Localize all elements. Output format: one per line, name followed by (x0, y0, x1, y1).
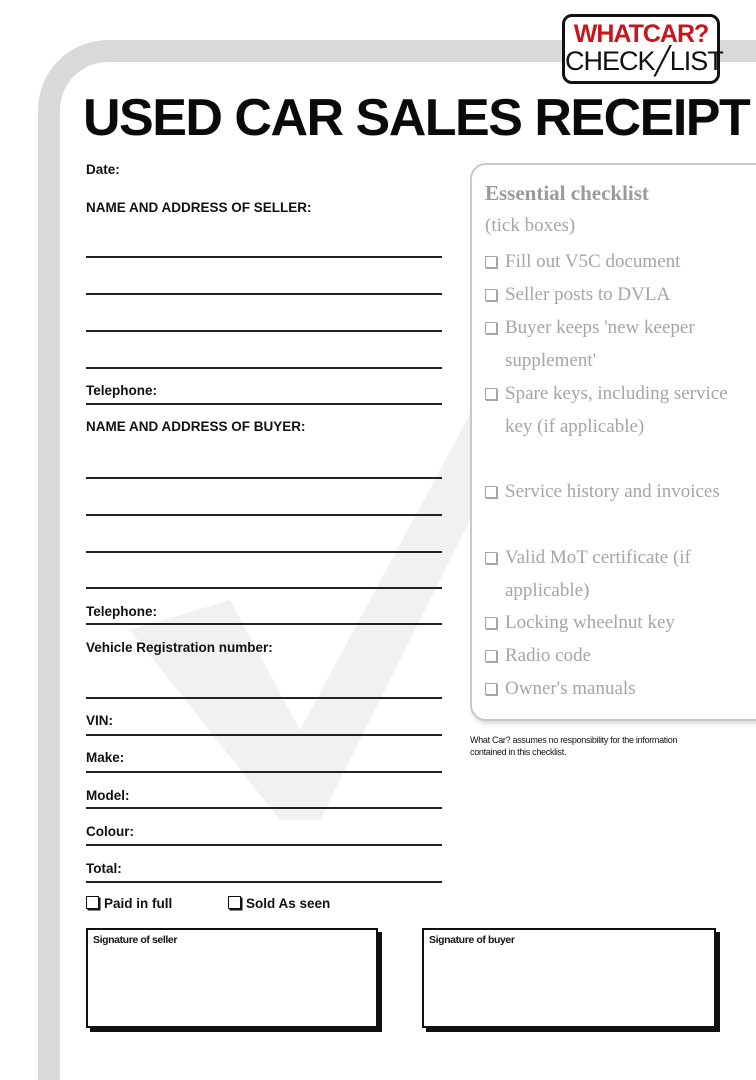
buyer-telephone-line[interactable] (86, 623, 442, 625)
checklist-item[interactable] (485, 475, 735, 508)
seller-signature-label: Signature of seller (93, 934, 178, 946)
checklist-checkbox[interactable] (485, 683, 497, 695)
checklist-item[interactable] (485, 245, 735, 278)
total-label: Total: (86, 861, 122, 876)
disclaimer-text: What Car? assumes no responsibility for the information contained in this checklist. (470, 735, 678, 757)
paid-in-full-label: Paid in full (104, 896, 173, 911)
checklist-item[interactable] (485, 278, 735, 311)
buyer-address-line[interactable] (86, 587, 442, 589)
vin-label: VIN: (86, 713, 113, 728)
buyer-address-line[interactable] (86, 514, 442, 516)
checklist-item-label: Fill out V5C document (505, 251, 681, 272)
sold-as-seen-checkbox[interactable] (228, 896, 241, 909)
colour-line[interactable] (86, 844, 442, 846)
checklist-item-label: Seller posts to DVLA (505, 284, 671, 305)
total-line[interactable] (86, 881, 442, 883)
seller-signature-box[interactable] (86, 928, 378, 1028)
seller-telephone-label: Telephone: (86, 383, 158, 398)
date-label: Date: (86, 162, 120, 177)
whatcar-checklist-logo (562, 14, 723, 84)
sold-as-seen-label: Sold As seen (246, 896, 331, 911)
buyer-address-line[interactable] (86, 477, 442, 479)
essential-checklist-panel (470, 163, 756, 721)
checklist-item-label: Locking wheelnut key (505, 612, 675, 633)
make-line[interactable] (86, 771, 442, 773)
paid-in-full-checkbox[interactable] (86, 896, 99, 909)
checklist-checkbox[interactable] (485, 486, 497, 498)
logo-brand-text: WHATCAR? (573, 20, 709, 48)
seller-address-line[interactable] (86, 367, 442, 369)
page-title: USED CAR SALES RECEIPT (83, 89, 750, 147)
model-label: Model: (86, 788, 130, 803)
registration-line[interactable] (86, 697, 442, 699)
checklist-item[interactable] (485, 541, 735, 607)
checklist-item-label: Radio code (505, 645, 592, 666)
buyer-signature-label: Signature of buyer (429, 934, 515, 946)
make-label: Make: (86, 750, 125, 765)
colour-label: Colour: (86, 824, 134, 839)
buyer-address-line[interactable] (86, 551, 442, 553)
checklist-item-label: Spare keys, including service key (if applicable) (505, 383, 728, 437)
seller-address-line[interactable] (86, 330, 442, 332)
paid-in-full-option[interactable] (86, 896, 172, 911)
vin-line[interactable] (86, 734, 442, 736)
checklist-item-label: Valid MoT certificate (if applicable) (505, 547, 691, 601)
seller-heading: NAME AND ADDRESS OF SELLER: (86, 200, 312, 215)
checklist-checkbox[interactable] (485, 322, 497, 334)
sold-as-seen-option[interactable] (228, 896, 330, 911)
checklist-item[interactable] (485, 377, 735, 443)
model-line[interactable] (86, 807, 442, 809)
buyer-telephone-label: Telephone: (86, 604, 158, 619)
seller-address-line[interactable] (86, 256, 442, 258)
buyer-signature-box[interactable] (422, 928, 716, 1028)
buyer-heading: NAME AND ADDRESS OF BUYER: (86, 419, 306, 434)
checklist-item[interactable] (485, 606, 735, 639)
checklist-checkbox[interactable] (485, 552, 497, 564)
checklist-item[interactable] (485, 639, 735, 672)
checklist-checkbox[interactable] (485, 289, 497, 301)
seller-address-line[interactable] (86, 293, 442, 295)
checklist-checkbox[interactable] (485, 388, 497, 400)
checklist-checkbox[interactable] (485, 617, 497, 629)
logo-checklist-text: CHECK╱LIST (565, 46, 723, 76)
checklist-checkbox[interactable] (485, 650, 497, 662)
checklist-subtitle: (tick boxes) (485, 215, 576, 236)
registration-label: Vehicle Registration number: (86, 640, 273, 655)
checklist-title: Essential checklist (485, 181, 649, 205)
checklist-item-label: Owner's manuals (505, 678, 636, 699)
checklist-checkbox[interactable] (485, 256, 497, 268)
checklist-item[interactable] (485, 311, 735, 377)
checklist-item-label: Buyer keeps 'new keeper supplement' (505, 317, 695, 371)
checklist-item[interactable] (485, 672, 735, 705)
seller-telephone-line[interactable] (86, 403, 442, 405)
checklist-item-label: Service history and invoices (505, 481, 720, 502)
